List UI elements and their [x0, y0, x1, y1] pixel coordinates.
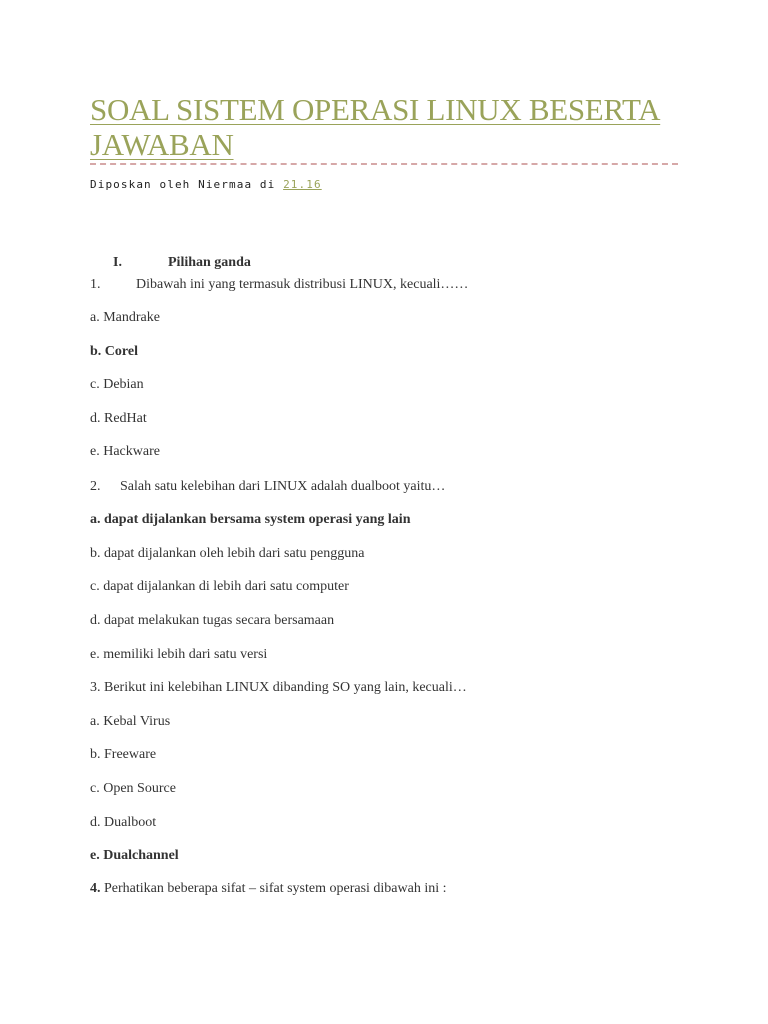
q2-option-c: c. dapat dijalankan di lebih dari satu computer [90, 579, 349, 594]
posted-by-text: Diposkan oleh Niermaa di [90, 178, 276, 191]
section-title: Pilihan ganda [168, 255, 251, 270]
section-heading [113, 255, 251, 271]
q3-option-b: b. Freeware [90, 747, 157, 762]
question-4-number: 4. [90, 881, 101, 896]
question-2-text: Salah satu kelebihan dari LINUX adalah dualboot yaitu… [120, 479, 446, 494]
question-2-number: 2. [90, 479, 101, 494]
q1-option-a: a. Mandrake [90, 310, 160, 325]
section-number: I. [113, 255, 122, 270]
question-4-text: Perhatikan beberapa sifat – sifat system operasi dibawah ini : [100, 881, 447, 896]
q2-option-e: e. memiliki lebih dari satu versi [90, 647, 268, 662]
q2-option-d: d. dapat melakukan tugas secara bersamaan [90, 613, 335, 628]
question-1-number: 1. [90, 277, 101, 292]
question-1-text: Dibawah ini yang termasuk distribusi LINUX, kecuali…… [136, 277, 469, 292]
question-4 [90, 881, 447, 897]
q1-option-e: e. Hackware [90, 444, 160, 459]
q1-option-b-answer: b. Corel [90, 344, 138, 359]
question-3-text: 3. Berikut ini kelebihan LINUX dibanding SO yang lain, kecuali… [90, 680, 467, 695]
q3-option-a: a. Kebal Virus [90, 714, 171, 729]
q2-option-b: b. dapat dijalankan oleh lebih dari satu pengguna [90, 546, 365, 561]
q3-option-d: d. Dualboot [90, 815, 157, 830]
title-divider [90, 163, 678, 165]
post-time-link[interactable]: 21.16 [283, 178, 322, 191]
q1-option-d: d. RedHat [90, 411, 147, 426]
q3-option-e-answer: e. Dualchannel [90, 848, 179, 863]
page-title[interactable]: SOAL SISTEM OPERASI LINUX BESERTA JAWABAN [90, 92, 661, 162]
q3-option-c: c. Open Source [90, 781, 176, 796]
post-meta [90, 178, 322, 191]
q2-option-a-answer: a. dapat dijalankan bersama system operasi yang lain [90, 512, 411, 527]
q1-option-c: c. Debian [90, 377, 144, 392]
